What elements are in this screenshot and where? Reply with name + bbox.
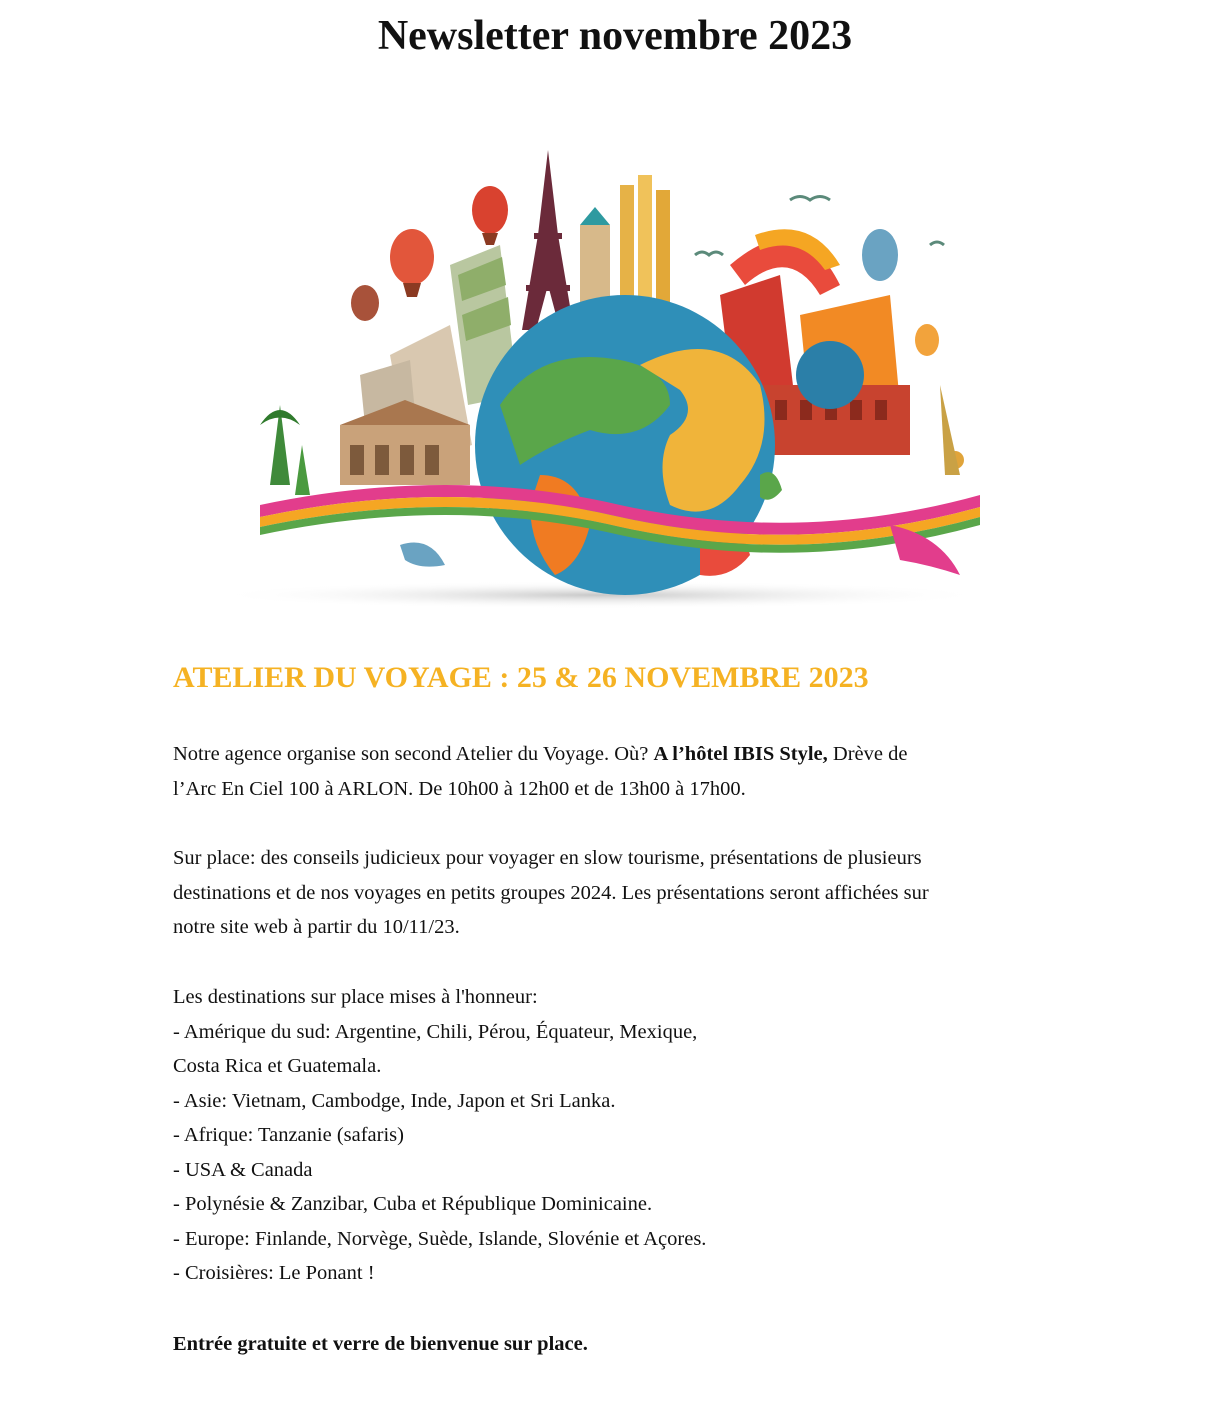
details-paragraph xyxy=(173,841,1053,945)
destination-item: - Afrique: Tanzanie (safaris) xyxy=(173,1124,404,1146)
destinations-intro: Les destinations sur place mises à l'honneur: xyxy=(173,986,538,1008)
travel-globe-illustration xyxy=(200,145,1000,615)
intro-line-1 xyxy=(173,737,1053,772)
destination-item: Costa Rica et Guatemala. xyxy=(173,1055,382,1077)
intro-text-c: Drève de xyxy=(827,743,908,765)
details-line-3: notre site web à partir du 10/11/23. xyxy=(173,916,460,938)
hotel-name: A l’hôtel IBIS Style, xyxy=(653,743,828,765)
eiffel-tower xyxy=(522,150,574,330)
free-entry-note: Entrée gratuite et verre de bienvenue sur place. xyxy=(173,1333,588,1355)
intro-line-2: l’Arc En Ciel 100 à ARLON. De 10h00 à 12h00 et de 13h00 à 17h00. xyxy=(173,777,746,800)
section-title: ATELIER DU VOYAGE : 25 & 26 NOVEMBRE 2023 xyxy=(173,661,869,694)
destinations-list xyxy=(173,980,1053,1291)
destination-item: - Europe: Finlande, Norvège, Suède, Islande, Slovénie et Açores. xyxy=(173,1227,707,1250)
destination-item: - Croisières: Le Ponant ! xyxy=(173,1262,375,1284)
intro-paragraph xyxy=(173,737,1053,806)
destination-item: - Polynésie & Zanzibar, Cuba et République Dominicaine. xyxy=(173,1193,653,1215)
details-line-2: destinations et de nos voyages en petits groupes 2024. Les présentations seront affichées sur xyxy=(173,881,929,904)
destination-item: - Amérique du sud: Argentine, Chili, Pérou, Équateur, Mexique, xyxy=(173,1020,698,1043)
newsletter-title: Newsletter novembre 2023 xyxy=(377,13,853,59)
intro-text-a: Notre agence organise son second Atelier du Voyage. Où? xyxy=(173,743,654,765)
details-line-1: Sur place: des conseils judicieux pour voyager en slow tourisme, présentations de plusieurs xyxy=(173,847,922,869)
destination-item: - Asie: Vietnam, Cambodge, Inde, Japon et Sri Lanka. xyxy=(173,1089,616,1112)
destination-item: - USA & Canada xyxy=(173,1158,313,1181)
